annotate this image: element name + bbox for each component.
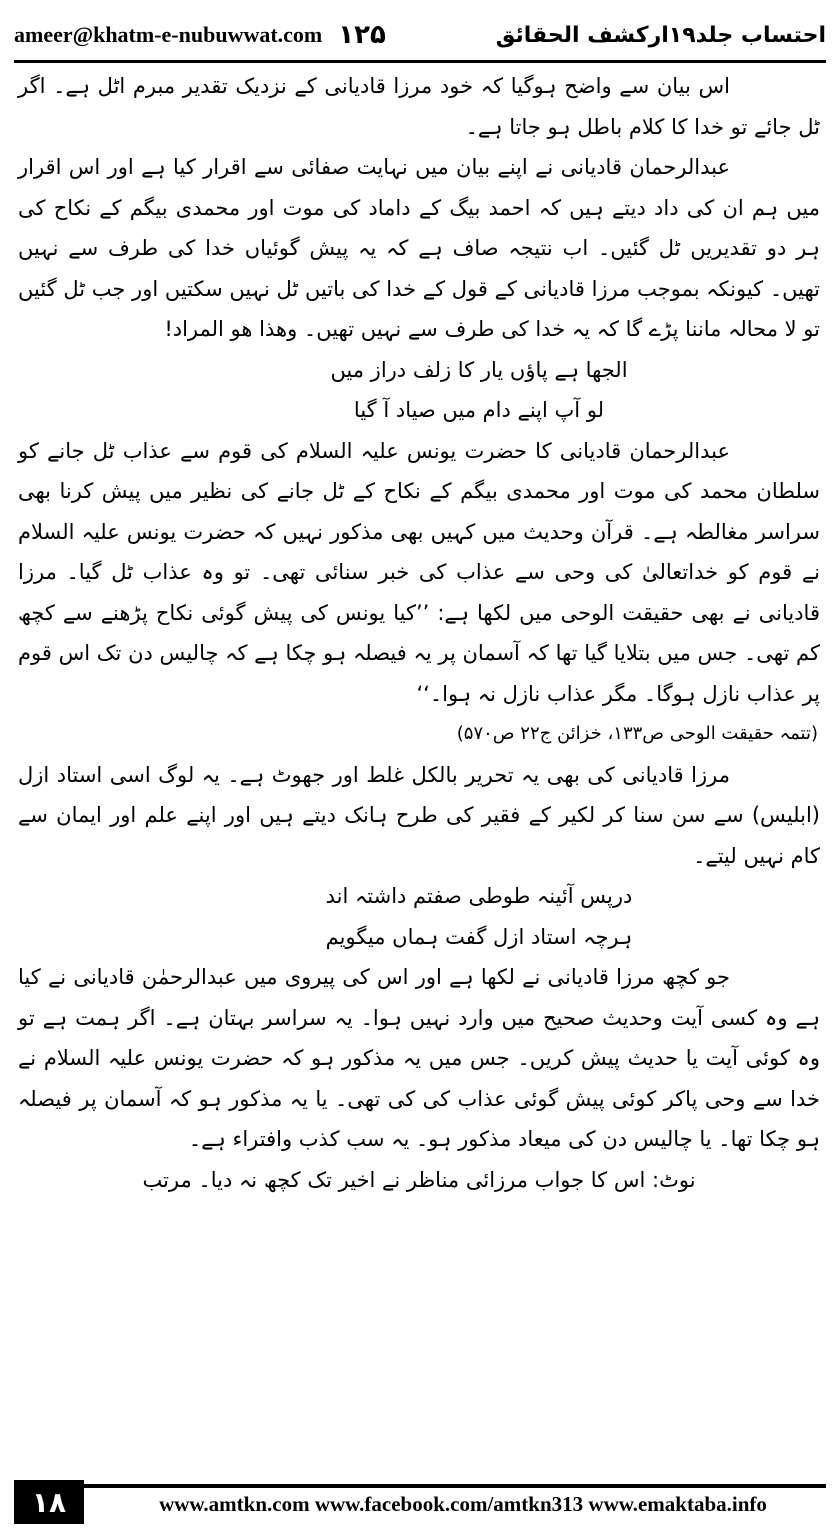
footer-number-box: ۱۸ — [14, 1480, 84, 1524]
footer-divider — [84, 1484, 826, 1488]
paragraph-2: عبدالرحمان قادیانی نے اپنے بیان میں نہایت صفائی سے اقرار کیا ہے اور اس اقرار میں ہم ان کی داد دیتے ہیں کہ احمد بیگ کے داماد کی موت اور محمدی بیگم کے نکاح کی ہر دو تقدیریں ٹل گئیں۔ اب نتیجہ صاف ہے کہ یہ پیش گوئیاں خدا کی طرف سے نہیں تھیں۔ کیونکہ بموجب مرزا قادیانی کے قول کے خدا کی باتیں ٹل نہیں سکتیں اور جب ٹل گئیں تو لا محالہ ماننا پڑے گا کہ یہ خدا کی طرف سے نہیں تھیں۔ وھذا ھو المراد! — [18, 155, 820, 341]
citation: (تتمہ حقیقت الوحی ص۱۳۳، خزائن ج۲۲ ص۵۷۰) — [456, 723, 818, 744]
verse-2-line-1: درپس آئینہ طوطی صفتم داشتہ اند — [325, 884, 633, 908]
header-email: ameer@khatm-e-nubuwwat.com — [14, 22, 323, 47]
verse-2-line-2: ہرچہ استاد ازل گفت ہماں میگویم — [325, 924, 633, 949]
page-number: ۱۲۵ — [338, 20, 386, 50]
verse-1-line-1: الجھا ہے پاؤں یار کا زلف دراز میں — [330, 357, 628, 382]
editor-note: نوٹ: اس کا جواب مرزائی مناظر نے اخیر تک کچھ نہ دیا۔ مرتب — [142, 1167, 696, 1192]
paragraph-4: مرزا قادیانی کی بھی یہ تحریر بالکل غلط اور جھوٹ ہے۔ یہ لوگ اسی استاد ازل (ابلیس) سے سن سنا کر لکیر کے فقیر کی طرح ہانک دیتے ہیں اور اپنے علم اور ایمان سے کام نہیں لیتے۔ — [18, 762, 820, 868]
footer-links: www.amtkn.com www.facebook.com/amtkn313 www.emaktaba.info — [159, 1492, 767, 1516]
header-divider — [14, 60, 826, 63]
paragraph-3: عبدالرحمان قادیانی کا حضرت یونس علیہ السلام کی قوم سے عذاب ٹل جانے کو سلطان محمد کی موت اور محمدی بیگم کے نکاح کے ٹل جانے کی نظیر میں پیش کرنا بھی سراسر مغالطہ ہے۔ قرآن وحدیث میں کہیں بھی مذکور نہیں کہ حضرت یونس علیہ السلام نے قوم کو خداتعالیٰ کی وحی سے عذاب کی خبر سنائی تھی۔ تو وہ عذاب ٹل گیا۔ مرزا قادیانی نے بھی حقیقت الوحی میں لکھا ہے: ’’کیا یونس کی پیش گوئی نکاح پڑھنے سے کچھ کم تھی۔ جس میں بتلایا گیا تھا کہ آسمان پر یہ فیصلہ ہو چکا ہے کہ چالیس دن تک اس قوم پر عذاب نازل ہوگا۔ مگر عذاب نازل نہ ہوا۔‘‘ — [18, 438, 820, 706]
paragraph-5: جو کچھ مرزا قادیانی نے لکھا ہے اور اس کی پیروی میں عبدالرحمٰن قادیانی نے کیا ہے وہ کسی آیت وحدیث صحیح میں وارد نہیں ہوا۔ یہ سراسر بہتان ہے۔ اگر ہمت ہے تو وہ کوئی آیت یا حدیث پیش کریں۔ جس میں یہ مذکور ہو کہ حضرت یونس علیہ السلام نے خدا سے وحی پاکر کوئی پیش گوئی عذاب کی کی تھی۔ یا یہ مذکور ہو کہ آسمان پر فیصلہ ہو چکا تھا۔ یا چالیس دن کی میعاد مذکور ہو۔ یہ سب کذب وافتراء ہے۔ — [18, 965, 820, 1151]
book-title: احتساب جلد۱۹ارکشف الحقائق — [495, 22, 826, 48]
verse-1-line-2: لو آپ اپنے دام میں صیاد آ گیا — [353, 398, 605, 422]
page-body — [18, 66, 820, 1470]
page-footer — [14, 1480, 826, 1524]
paragraph-1: اس بیان سے واضح ہوگیا کہ خود مرزا قادیانی کے نزدیک تقدیر مبرم اٹل ہے۔ اگر ٹل جائے تو خدا کا کلام باطل ہو جاتا ہے۔ — [18, 74, 820, 139]
header-left — [14, 20, 386, 50]
page-header — [14, 14, 826, 56]
